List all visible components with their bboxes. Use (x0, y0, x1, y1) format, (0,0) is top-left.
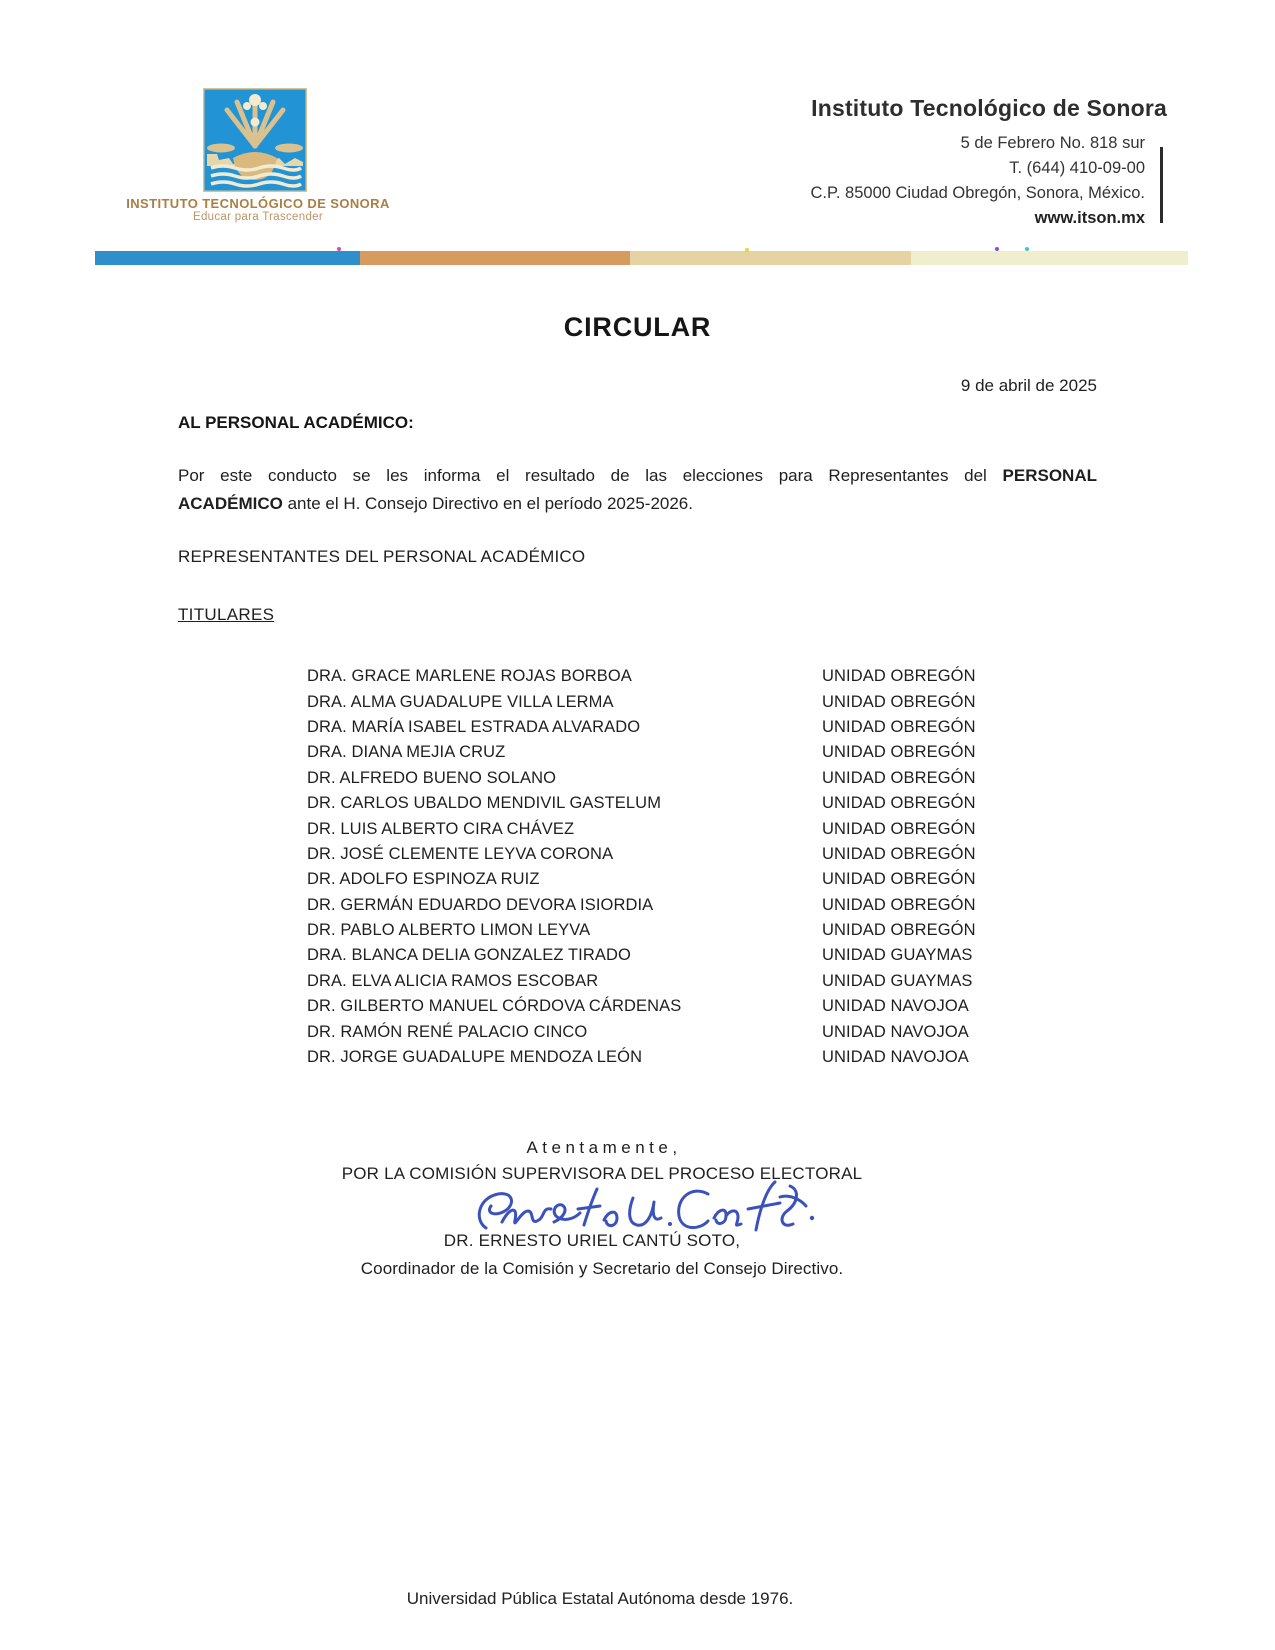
bar-segment-khaki (630, 251, 911, 265)
representative-unit: UNIDAD OBREGÓN (822, 819, 976, 838)
closing-commission: POR LA COMISIÓN SUPERVISORA DEL PROCESO ELECTORAL (341, 1164, 863, 1183)
body-paragraph-line1 (178, 462, 1097, 490)
representative-unit: UNIDAD NAVOJOA (822, 1048, 969, 1067)
signer-title: Coordinador de la Comisión y Secretario del Consejo Directivo. (360, 1259, 844, 1278)
page-footer: Universidad Pública Estatal Autónoma desde 1976. (406, 1589, 794, 1608)
representative-name: DR. RAMÓN RENÉ PALACIO CINCO (307, 1022, 588, 1041)
body-text-bold: ACADÉMICO (178, 493, 283, 513)
list-item (307, 1019, 1107, 1044)
list-item (307, 918, 1107, 943)
representative-unit: UNIDAD OBREGÓN (822, 870, 976, 889)
representative-name: DRA. DIANA MEJIA CRUZ (307, 743, 506, 762)
representative-name: DRA. MARÍA ISABEL ESTRADA ALVARADO (307, 717, 641, 736)
bar-segment-tan (360, 251, 630, 265)
scan-artifact (337, 247, 341, 251)
bar-segment-pale (911, 251, 1188, 265)
list-item (307, 867, 1107, 892)
list-heading-titulares: TITULARES (178, 605, 275, 624)
representative-name: DRA. ELVA ALICIA RAMOS ESCOBAR (307, 971, 599, 990)
representative-unit: UNIDAD OBREGÓN (822, 794, 976, 813)
representative-unit: UNIDAD OBREGÓN (822, 768, 976, 787)
representative-name: DR. GILBERTO MANUEL CÓRDOVA CÁRDENAS (307, 997, 682, 1016)
letterhead-website: www.itson.mx (1034, 209, 1145, 227)
scan-artifact (745, 248, 749, 252)
titulares-list (307, 664, 1107, 1070)
list-item (307, 994, 1107, 1019)
representative-name: DRA. GRACE MARLENE ROJAS BORBOA (307, 667, 632, 686)
section-heading: REPRESENTANTES DEL PERSONAL ACADÉMICO (178, 547, 586, 566)
representative-name: DR. CARLOS UBALDO MENDIVIL GASTELUM (307, 794, 662, 813)
representative-name: DR. LUIS ALBERTO CIRA CHÁVEZ (307, 819, 575, 838)
representative-name: DR. JOSÉ CLEMENTE LEYVA CORONA (307, 844, 614, 863)
list-item (307, 842, 1107, 867)
representative-name: DR. JORGE GUADALUPE MENDOZA LEÓN (307, 1048, 643, 1067)
representative-name: DRA. ALMA GUADALUPE VILLA LERMA (307, 692, 614, 711)
representative-name: DRA. BLANCA DELIA GONZALEZ TIRADO (307, 946, 631, 965)
representative-unit: UNIDAD OBREGÓN (822, 667, 976, 686)
list-item (307, 689, 1107, 714)
document-title: CIRCULAR (563, 312, 712, 342)
list-item (307, 943, 1107, 968)
representative-unit: UNIDAD GUAYMAS (822, 971, 973, 990)
list-item (307, 969, 1107, 994)
scan-artifact (1025, 247, 1029, 251)
body-text-bold: PERSONAL (1002, 466, 1097, 485)
itson-logo-emblem-icon (203, 88, 307, 192)
address-line: T. (644) 410-09-00 (1009, 159, 1145, 177)
signer-name: DR. ERNESTO URIEL CANTÚ SOTO, (443, 1231, 741, 1250)
list-item (307, 766, 1107, 791)
letterhead-address (740, 131, 1145, 231)
representative-unit: UNIDAD OBREGÓN (822, 692, 976, 711)
representative-unit: UNIDAD NAVOJOA (822, 997, 969, 1016)
list-item (307, 1045, 1107, 1070)
list-item (307, 893, 1107, 918)
scan-artifact (995, 247, 999, 251)
address-line: C.P. 85000 Ciudad Obregón, Sonora, México. (810, 184, 1145, 202)
letterhead-institution: Instituto Tecnológico de Sonora (811, 95, 1167, 121)
itson-logo (203, 88, 307, 192)
list-item (307, 791, 1107, 816)
representative-unit: UNIDAD OBREGÓN (822, 895, 976, 914)
representative-unit: UNIDAD NAVOJOA (822, 1022, 969, 1041)
representative-name: DR. ADOLFO ESPINOZA RUIZ (307, 870, 540, 889)
salutation: AL PERSONAL ACADÉMICO: (178, 413, 414, 432)
logo-institution-name: INSTITUTO TECNOLÓGICO DE SONORA (126, 196, 390, 211)
letterhead-divider (1160, 147, 1163, 223)
list-item (307, 816, 1107, 841)
body-paragraph-line2 (178, 490, 1097, 518)
document-date: 9 de abril de 2025 (960, 376, 1097, 395)
address-line: 5 de Febrero No. 818 sur (960, 134, 1145, 152)
list-item (307, 664, 1107, 689)
body-text: ante el H. Consejo Directivo en el período 2025-2026. (282, 493, 693, 513)
representative-unit: UNIDAD OBREGÓN (822, 717, 976, 736)
list-item (307, 715, 1107, 740)
representative-name: DR. GERMÁN EDUARDO DEVORA ISIORDIA (307, 895, 654, 914)
bar-segment-blue (95, 251, 360, 265)
closing-salute: Atentamente, (526, 1138, 682, 1157)
logo-tagline: Educar para Trascender (193, 211, 323, 223)
representative-unit: UNIDAD GUAYMAS (822, 946, 973, 965)
body-text: Por este conducto se les informa el resultado de las elecciones para Representantes del (178, 466, 1003, 485)
representative-name: DR. ALFREDO BUENO SOLANO (307, 768, 557, 787)
representative-unit: UNIDAD OBREGÓN (822, 743, 976, 762)
body-paragraph (178, 462, 1097, 517)
representative-name: DR. PABLO ALBERTO LIMON LEYVA (307, 921, 591, 940)
letterhead-color-bar (95, 251, 1188, 265)
representative-unit: UNIDAD OBREGÓN (822, 921, 976, 940)
representative-unit: UNIDAD OBREGÓN (822, 844, 976, 863)
list-item (307, 740, 1107, 765)
